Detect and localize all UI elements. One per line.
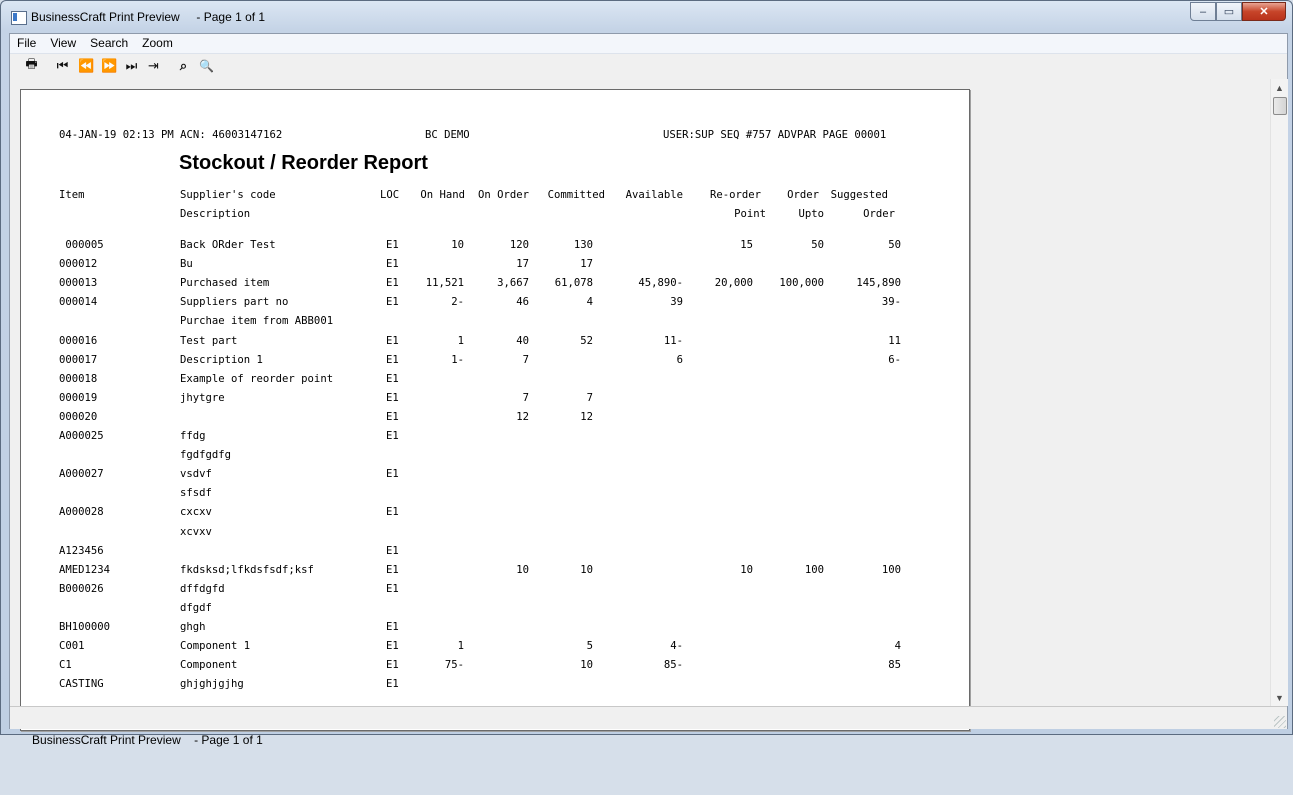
last-page-icon[interactable]: ⏭ (125, 58, 135, 74)
cell-suggested: 85 (888, 659, 901, 671)
cell-description: vsdvf (180, 468, 212, 480)
cell-item: A000025 (59, 430, 104, 442)
toolbar (10, 54, 1287, 79)
cell-description: sfsdf (180, 487, 212, 499)
menu-file[interactable]: File (17, 36, 37, 50)
maximize-button[interactable]: ▭ (1216, 2, 1242, 21)
menu-zoom[interactable]: Zoom (142, 36, 173, 50)
scroll-thumb[interactable] (1273, 97, 1287, 115)
cell-description: Purchased item (180, 277, 270, 289)
vertical-scrollbar[interactable] (1270, 79, 1288, 706)
cell-order-upto: 100,000 (779, 277, 824, 289)
cell-loc: E1 (386, 621, 399, 633)
cell-description: Example of reorder point (180, 373, 334, 385)
col-header-suggested: Suggested (830, 189, 888, 201)
menu-search[interactable]: Search (90, 36, 129, 50)
cell-onhand: 10 (451, 239, 464, 251)
close-button[interactable]: ✕ (1242, 2, 1286, 21)
cell-item: 000016 (59, 335, 98, 347)
cell-loc: E1 (386, 258, 399, 270)
report-title: Stockout / Reorder Report (179, 152, 428, 174)
cell-suggested: 39- (881, 296, 901, 308)
find-binoculars-icon[interactable]: ⌕ (179, 58, 185, 74)
cell-suggested: 50 (888, 239, 901, 251)
cell-committed: 130 (573, 239, 593, 251)
cell-available: 4- (670, 640, 683, 652)
cell-description: dffdgfd (180, 583, 225, 595)
resize-grip[interactable] (1274, 716, 1286, 728)
cell-committed: 17 (580, 258, 593, 270)
cell-item: BH100000 (59, 621, 111, 633)
preview-viewport[interactable] (10, 79, 1270, 706)
cell-committed: 4 (586, 296, 593, 308)
cell-reorder: 15 (740, 239, 753, 251)
status-text: BusinessCraft Print Preview - Page 1 of 1 (32, 733, 263, 747)
col-header-committed: Committed (547, 189, 605, 201)
cell-order-upto: 50 (811, 239, 824, 251)
cell-loc: E1 (386, 659, 399, 671)
col-header-reorder: Re-order (709, 189, 761, 201)
scroll-down-icon[interactable]: ▼ (1275, 692, 1284, 703)
previous-page-icon[interactable]: ⏪ (78, 58, 92, 74)
cell-item: A000027 (59, 468, 104, 480)
cell-onorder: 7 (522, 354, 529, 366)
cell-loc: E1 (386, 545, 399, 557)
cell-onorder: 46 (516, 296, 529, 308)
cell-suggested: 4 (894, 640, 901, 652)
col-header-order-upto: Order (787, 189, 819, 201)
cell-description: jhytgre (180, 392, 225, 404)
cell-description: dfgdf (180, 602, 212, 614)
cell-loc: E1 (386, 373, 399, 385)
cell-suggested: 11 (888, 335, 901, 347)
cell-description: xcvxv (180, 526, 212, 538)
header-left: 04-JAN-19 02:13 PM ACN: 46003147162 (59, 129, 283, 141)
cell-item: 000017 (59, 354, 98, 366)
cell-onhand: 1- (451, 354, 464, 366)
col-header-item: Item (59, 189, 85, 201)
cell-onhand: 2- (451, 296, 464, 308)
cell-description: Test part (180, 335, 238, 347)
cell-available: 11- (663, 335, 683, 347)
cell-loc: E1 (386, 468, 399, 480)
cell-loc: E1 (386, 430, 399, 442)
cell-committed: 10 (580, 564, 593, 576)
cell-item: 000014 (59, 296, 98, 308)
cell-onhand: 1 (457, 640, 464, 652)
cell-description: ghgh (180, 621, 206, 633)
cell-loc: E1 (386, 392, 399, 404)
zoom-magnifier-icon[interactable]: 🔍 (199, 59, 211, 73)
cell-committed: 52 (580, 335, 593, 347)
cell-committed: 7 (586, 392, 593, 404)
cell-loc: E1 (386, 678, 399, 690)
status-bar (10, 706, 1287, 747)
cell-onhand: 1 (457, 335, 464, 347)
cell-item: CASTING (59, 678, 104, 690)
cell-order-upto: 100 (804, 564, 824, 576)
cell-committed: 12 (580, 411, 593, 423)
app-icon (11, 11, 27, 25)
cell-reorder: 20,000 (714, 277, 753, 289)
first-page-icon[interactable]: ⏮ (56, 58, 66, 74)
cell-item: 000020 (59, 411, 98, 423)
cell-description: Component (180, 659, 238, 671)
cell-item: 000018 (59, 373, 98, 385)
cell-onhand: 11,521 (425, 277, 464, 289)
scroll-up-icon[interactable]: ▲ (1275, 82, 1284, 93)
cell-loc: E1 (386, 640, 399, 652)
cell-item: 000012 (59, 258, 98, 270)
cell-suggested: 145,890 (856, 277, 901, 289)
cell-loc: E1 (386, 354, 399, 366)
menu-bar (10, 34, 1287, 54)
minimize-button[interactable]: ‒ (1190, 2, 1216, 21)
col-header-onorder: On Order (477, 189, 529, 201)
cell-loc: E1 (386, 506, 399, 518)
cell-onorder: 40 (516, 335, 529, 347)
cell-description: Suppliers part no (180, 296, 289, 308)
cell-loc: E1 (386, 335, 399, 347)
col-header-onhand: On Hand (420, 189, 465, 201)
cell-description: cxcxv (180, 506, 212, 518)
cell-onorder: 17 (516, 258, 529, 270)
col-header-order: Order (863, 208, 895, 220)
cell-committed: 10 (580, 659, 593, 671)
cell-available: 6 (676, 354, 683, 366)
print-icon[interactable]: 🖶 (25, 57, 35, 72)
report-page (20, 89, 970, 731)
cell-loc: E1 (386, 239, 399, 251)
cell-suggested: 6- (888, 354, 901, 366)
cell-item: 000005 (59, 239, 104, 251)
cell-loc: E1 (386, 296, 399, 308)
cell-committed: 61,078 (554, 277, 593, 289)
cell-committed: 5 (586, 640, 593, 652)
cell-available: 85- (663, 659, 683, 671)
cell-available: 45,890- (638, 277, 683, 289)
col-header-supplier: Supplier's code (180, 189, 276, 201)
export-icon[interactable]: ⇥ (148, 58, 156, 74)
cell-item: C1 (59, 659, 72, 671)
cell-description: Bu (180, 258, 193, 270)
cell-description: fgdfgdfg (180, 449, 232, 461)
cell-item: C001 (59, 640, 85, 652)
col-header-point: Point (734, 208, 766, 220)
cell-onhand: 75- (444, 659, 464, 671)
cell-loc: E1 (386, 277, 399, 289)
cell-item: 000013 (59, 277, 98, 289)
col-header-loc: LOC (380, 189, 400, 201)
client-area (9, 33, 1288, 747)
cell-description: ghjghjgjhg (180, 678, 244, 690)
cell-description: fkdsksd;lfkdsfsdf;ksf (180, 564, 314, 576)
header-center: BC DEMO (425, 129, 470, 141)
cell-description: Description 1 (180, 354, 263, 366)
col-header-upto: Upto (798, 208, 824, 220)
cell-item: A123456 (59, 545, 104, 557)
window-title: BusinessCraft Print Preview - Page 1 of 1 (31, 10, 266, 24)
cell-onorder: 120 (509, 239, 529, 251)
next-page-icon[interactable]: ⏩ (101, 58, 115, 74)
cell-onorder: 7 (522, 392, 529, 404)
cell-reorder: 10 (740, 564, 753, 576)
cell-loc: E1 (386, 564, 399, 576)
col-header-available: Available (625, 189, 683, 201)
cell-description: Component 1 (180, 640, 251, 652)
cell-onorder: 12 (516, 411, 529, 423)
cell-onorder: 3,667 (497, 277, 529, 289)
title-bar[interactable] (1, 1, 1292, 33)
cell-suggested: 100 (881, 564, 901, 576)
cell-description: Purchae item from ABB001 (180, 315, 334, 327)
cell-item: 000019 (59, 392, 98, 404)
col-header-description: Description (180, 208, 251, 220)
cell-onorder: 10 (516, 564, 529, 576)
cell-item: A000028 (59, 506, 104, 518)
cell-loc: E1 (386, 411, 399, 423)
menu-view[interactable]: View (50, 36, 77, 50)
cell-description: Back ORder Test (180, 239, 276, 251)
cell-loc: E1 (386, 583, 399, 595)
cell-item: B000026 (59, 583, 104, 595)
cell-available: 39 (670, 296, 683, 308)
header-right: USER:SUP SEQ #757 ADVPAR PAGE 00001 (663, 129, 887, 141)
cell-item: AMED1234 (59, 564, 111, 576)
cell-description: ffdg (180, 430, 206, 442)
